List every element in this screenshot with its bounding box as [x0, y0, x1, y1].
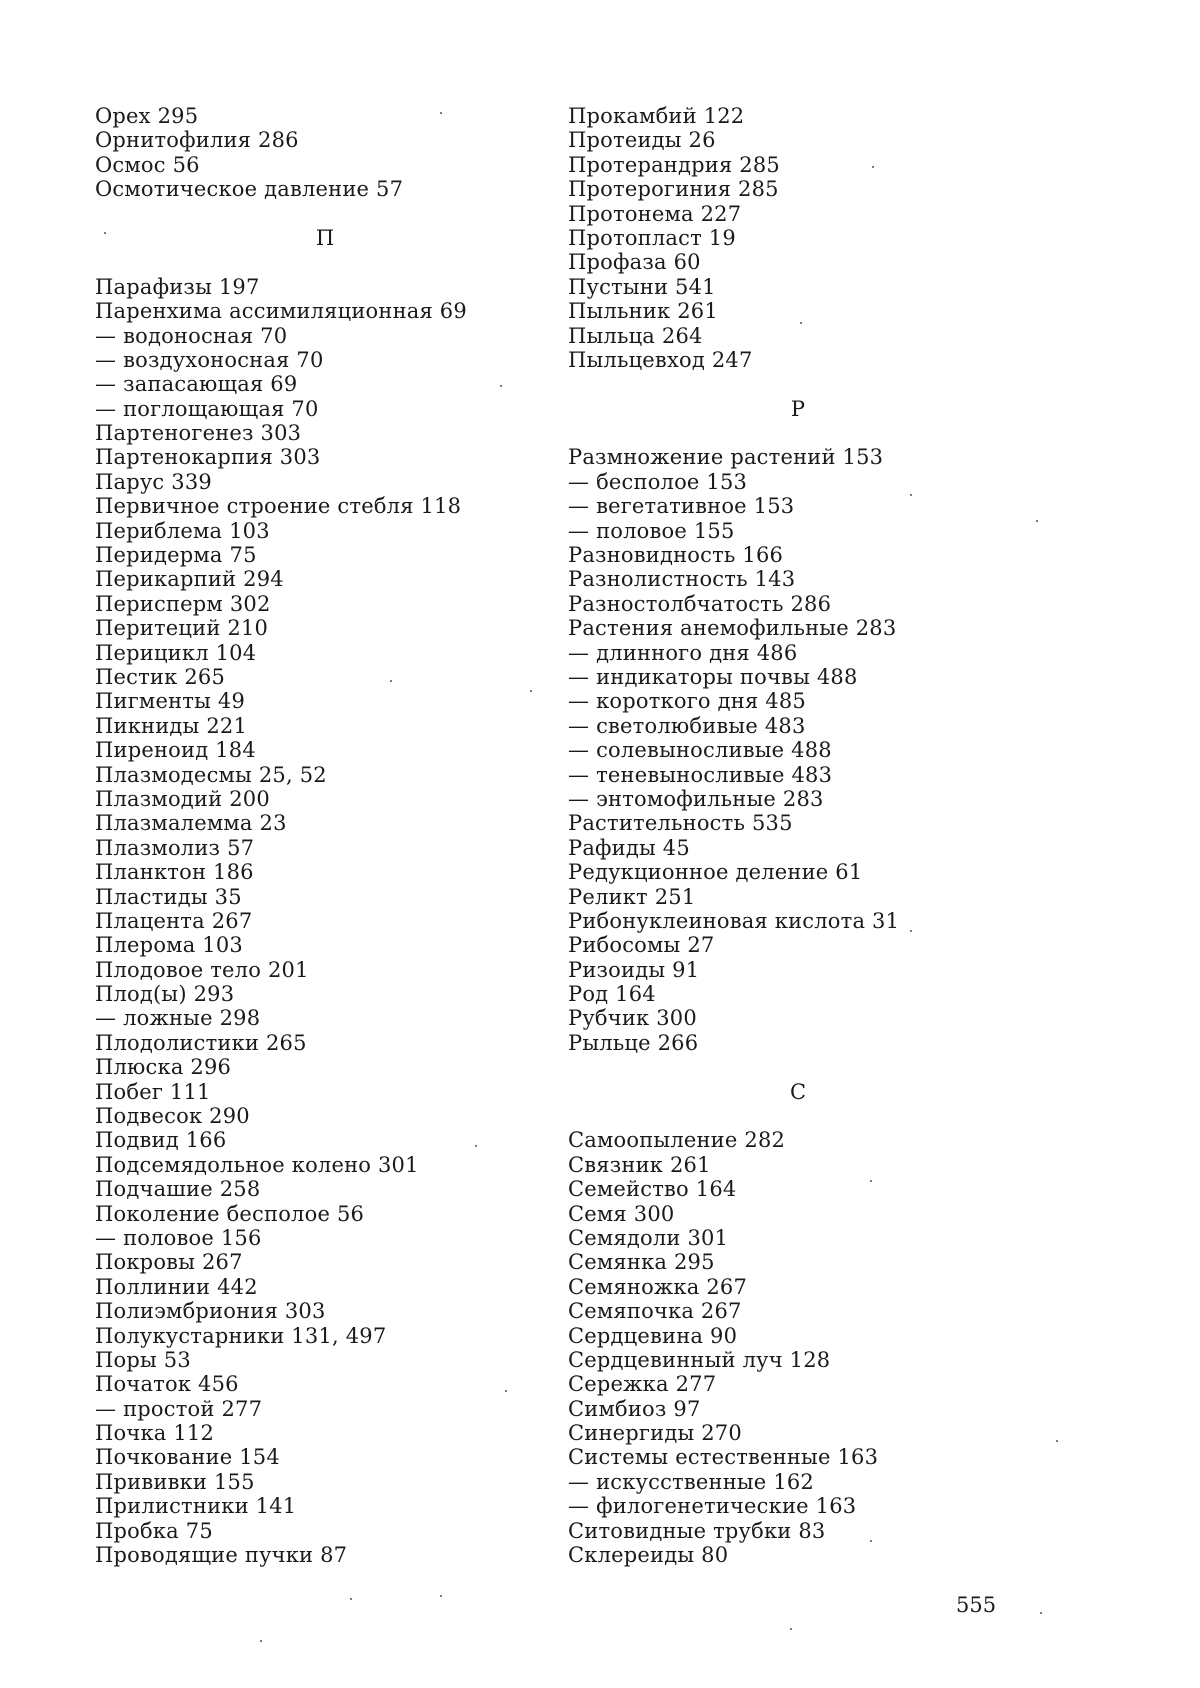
index-entry: Протеиды 26 — [568, 128, 716, 153]
index-entry: Рыльце 266 — [568, 1030, 699, 1055]
index-entry: Растения анемофильные 283 — [568, 616, 897, 641]
index-entry: Пестик 265 — [95, 664, 225, 689]
scan-speck — [260, 1640, 262, 1642]
index-entry: Почкование 154 — [95, 1445, 280, 1470]
index-entry: Протерогиния 285 — [568, 177, 779, 202]
index-entry: Перитеций 210 — [95, 616, 269, 641]
index-entry: Сердцевинный луч 128 — [568, 1347, 831, 1372]
index-entry: Самоопыление 282 — [568, 1128, 786, 1153]
index-entry: Парус 339 — [95, 469, 212, 494]
index-column-left — [95, 104, 555, 1567]
scan-speck — [440, 1595, 442, 1597]
scan-speck — [1040, 1612, 1042, 1614]
index-entry: Прививки 155 — [95, 1469, 255, 1494]
index-entry: Полиэмбриония 303 — [95, 1299, 326, 1324]
index-entry: Пиреноид 184 — [95, 738, 256, 763]
index-column-right — [568, 104, 1028, 1567]
scan-speck — [872, 166, 874, 168]
index-entry: Семяножка 267 — [568, 1274, 748, 1299]
index-entry: Пыльца 264 — [568, 323, 703, 348]
index-entry: Перицикл 104 — [95, 640, 257, 665]
index-entry: Симбиоз 97 — [568, 1396, 701, 1421]
index-entry: Планктон 186 — [95, 860, 254, 885]
scan-speck — [910, 494, 912, 496]
index-entry: — вегетативное 153 — [568, 494, 795, 519]
section-gap — [568, 1104, 1028, 1128]
section-letter-heading: Р — [790, 396, 806, 421]
index-entry: Подвид 166 — [95, 1128, 227, 1153]
index-entry: Поколение бесполое 56 — [95, 1201, 365, 1226]
index-entry: — филогенетические 163 — [568, 1494, 857, 1519]
index-entry: Плазмалемма 23 — [95, 811, 287, 836]
index-entry: Осмос 56 — [95, 152, 200, 177]
index-entry: Пикниды 221 — [95, 713, 248, 738]
index-entry: Перикарпий 294 — [95, 567, 284, 592]
index-entry: Плерома 103 — [95, 933, 243, 958]
scan-speck — [350, 1598, 352, 1600]
index-entry: — теневыносливые 483 — [568, 762, 833, 787]
section-gap — [95, 202, 555, 226]
index-entry: Периблема 103 — [95, 518, 270, 543]
scan-speck — [500, 385, 502, 387]
index-entry: Разновидность 166 — [568, 543, 784, 568]
index-entry: — половое 155 — [568, 518, 735, 543]
scan-speck — [790, 1628, 792, 1630]
scan-speck — [104, 232, 106, 234]
section-letter-heading: С — [789, 1079, 807, 1104]
index-entry: Плацента 267 — [95, 908, 253, 933]
index-entry: Сережка 277 — [568, 1372, 717, 1397]
index-entry: Партенокарпия 303 — [95, 445, 321, 470]
index-entry: Перидерма 75 — [95, 543, 257, 568]
index-entry: — простой 277 — [95, 1396, 263, 1421]
index-entry: — короткого дня 485 — [568, 689, 806, 714]
index-entry: Плюска 296 — [95, 1055, 232, 1080]
index-entry: Подчашие 258 — [95, 1177, 261, 1202]
index-entry: Осмотическое давление 57 — [95, 177, 404, 202]
index-entry: Плазмолиз 57 — [95, 835, 255, 860]
index-entry: Парафизы 197 — [95, 274, 260, 299]
index-entry: Подсемядольное колено 301 — [95, 1152, 419, 1177]
section-letter-heading: П — [315, 225, 335, 250]
index-entry: Рибосомы 27 — [568, 933, 715, 958]
index-entry: Плазмодесмы 25, 52 — [95, 762, 327, 787]
index-entry: Растительность 535 — [568, 811, 793, 836]
index-entry: Пыльник 261 — [568, 299, 718, 324]
index-entry: Пробка 75 — [95, 1518, 213, 1543]
index-entry: Связник 261 — [568, 1152, 711, 1177]
index-entry: Протерандрия 285 — [568, 152, 780, 177]
index-entry: Семяпочка 267 — [568, 1299, 742, 1324]
index-entry: — светолюбивые 483 — [568, 713, 806, 738]
index-entry: — половое 156 — [95, 1225, 262, 1250]
index-entry: Рубчик 300 — [568, 1006, 697, 1031]
scan-speck — [505, 1390, 507, 1392]
section-gap — [568, 372, 1028, 396]
index-entry: Профаза 60 — [568, 250, 701, 275]
scan-speck — [530, 690, 532, 692]
index-entry: Орех 295 — [95, 104, 199, 128]
index-entry: — бесполое 153 — [568, 469, 748, 494]
index-entry: Рафиды 45 — [568, 835, 690, 860]
scan-speck — [800, 322, 802, 324]
index-entry: Перисперм 302 — [95, 591, 271, 616]
index-entry: Пластиды 35 — [95, 884, 242, 909]
index-entry: Первичное строение стебля 118 — [95, 494, 462, 519]
index-entry: Пыльцевход 247 — [568, 347, 753, 372]
index-entry: — энтомофильные 283 — [568, 786, 824, 811]
index-entry: Склереиды 80 — [568, 1543, 729, 1568]
index-entry: Семейство 164 — [568, 1177, 737, 1202]
index-entry: Подвесок 290 — [95, 1104, 250, 1129]
index-entry: Паренхима ассимиляционная 69 — [95, 299, 467, 324]
index-entry: Пигменты 49 — [95, 689, 245, 714]
index-entry: Синергиды 270 — [568, 1421, 742, 1446]
index-entry: Прокамбий 122 — [568, 104, 745, 128]
index-entry: Семя 300 — [568, 1201, 675, 1226]
index-entry: Поры 53 — [95, 1347, 191, 1372]
index-entry: Протопласт 19 — [568, 225, 736, 250]
index-entry: Полукустарники 131, 497 — [95, 1323, 387, 1348]
section-gap — [95, 250, 555, 274]
scan-speck — [475, 1145, 477, 1147]
index-entry: Семядоли 301 — [568, 1225, 729, 1250]
index-entry: Семянка 295 — [568, 1250, 715, 1275]
index-entry: — индикаторы почвы 488 — [568, 664, 858, 689]
index-entry: — запасающая 69 — [95, 372, 298, 397]
index-entry: Партеногенез 303 — [95, 421, 302, 446]
index-entry: — ложные 298 — [95, 1006, 261, 1031]
index-entry: — поглощающая 70 — [95, 396, 319, 421]
scan-speck — [870, 1540, 872, 1542]
index-entry: — искусственные 162 — [568, 1469, 814, 1494]
index-entry: Орнитофилия 286 — [95, 128, 299, 153]
scan-speck — [1036, 520, 1038, 522]
index-entry: Системы естественные 163 — [568, 1445, 879, 1470]
scan-speck — [390, 680, 392, 682]
index-entry: Редукционное деление 61 — [568, 860, 863, 885]
index-entry: Рибонуклеиновая кислота 31 — [568, 908, 900, 933]
index-entry: Сердцевина 90 — [568, 1323, 738, 1348]
index-entry: — длинного дня 486 — [568, 640, 798, 665]
index-entry: Плодовое тело 201 — [95, 957, 309, 982]
index-entry: Плод(ы) 293 — [95, 982, 235, 1007]
index-entry: Плодолистики 265 — [95, 1030, 307, 1055]
scan-speck — [870, 1180, 872, 1182]
section-gap — [568, 421, 1028, 445]
index-entry: Початок 456 — [95, 1372, 239, 1397]
index-entry: Род 164 — [568, 982, 656, 1007]
index-entry: Разностолбчатость 286 — [568, 591, 832, 616]
index-entry: Почка 112 — [95, 1421, 215, 1446]
index-entry: Проводящие пучки 87 — [95, 1543, 348, 1568]
index-entry: Протонема 227 — [568, 201, 742, 226]
index-entry: Разнолистность 143 — [568, 567, 796, 592]
index-entry: Покровы 267 — [95, 1250, 243, 1275]
section-gap — [568, 1055, 1028, 1079]
scan-speck — [910, 930, 912, 932]
index-entry: — водоносная 70 — [95, 323, 288, 348]
index-entry: Плазмодий 200 — [95, 786, 270, 811]
index-entry: Ризоиды 91 — [568, 957, 700, 982]
index-entry: Побег 111 — [95, 1079, 211, 1104]
index-entry: Ситовидные трубки 83 — [568, 1518, 826, 1543]
index-entry: — воздухоносная 70 — [95, 347, 324, 372]
index-entry: Размножение растений 153 — [568, 445, 884, 470]
index-entry: Поллинии 442 — [95, 1274, 258, 1299]
index-entry: Прилистники 141 — [95, 1494, 297, 1519]
scan-speck — [1056, 1440, 1058, 1442]
index-entry: Реликт 251 — [568, 884, 696, 909]
page-number: 555 — [956, 1593, 997, 1617]
scan-speck — [440, 112, 442, 114]
index-entry: Пустыни 541 — [568, 274, 716, 299]
index-entry: — солевыносливые 488 — [568, 738, 832, 763]
